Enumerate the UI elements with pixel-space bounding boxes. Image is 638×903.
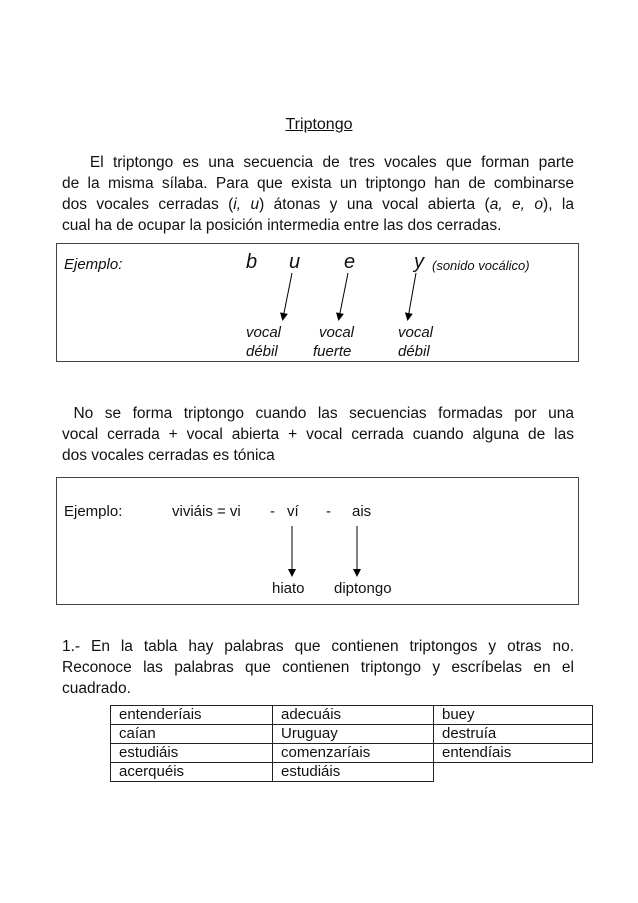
page-title: Triptongo bbox=[285, 116, 353, 133]
arrow-u bbox=[283, 273, 292, 318]
table-cell: buey bbox=[434, 706, 593, 725]
example-label: Ejemplo: bbox=[64, 256, 123, 273]
vowel-label-weak-2: vocal débil bbox=[398, 324, 434, 360]
table-row bbox=[111, 706, 593, 725]
table-cell: caían bbox=[111, 725, 273, 744]
arrow-e bbox=[339, 273, 348, 318]
table-cell: estudiáis bbox=[273, 763, 434, 782]
exercise-paragraph bbox=[62, 636, 574, 699]
vowel-label-strong: vocal fuerte bbox=[313, 324, 355, 360]
intro-line: El triptongo es una secuencia de tres vocales que forman parte bbox=[62, 154, 574, 171]
letter-b: b bbox=[246, 251, 258, 273]
syllable-ais: ais bbox=[352, 503, 372, 520]
table-cell: comenzaríais bbox=[273, 744, 434, 763]
table-cell: Uruguay bbox=[273, 725, 434, 744]
intro-line: dos vocales cerradas (i, u) átonas y una vocal abierta (a, e, o), la bbox=[62, 196, 574, 213]
arrow-y bbox=[408, 273, 416, 318]
exercise-line: cuadrado. bbox=[62, 680, 131, 697]
intro-line: de la misma sílaba. Para que exista un triptongo han de combinarse bbox=[62, 175, 574, 192]
diptongo-label: diptongo bbox=[334, 580, 392, 597]
hiato-label: hiato bbox=[272, 580, 305, 597]
table-row bbox=[111, 763, 593, 782]
letter-e: e bbox=[344, 251, 356, 273]
table-cell: destruía bbox=[434, 725, 593, 744]
example-label: Ejemplo: bbox=[64, 503, 123, 520]
table-cell: estudiáis bbox=[111, 744, 273, 763]
rule-line: vocal cerrada + vocal abierta + vocal cerrada cuando alguna de las bbox=[62, 426, 574, 443]
exercise-line: Reconoce las palabras que contienen triptongo y escríbelas en el bbox=[62, 659, 574, 676]
example-word: viviáis = vi bbox=[172, 503, 241, 520]
table-cell: adecuáis bbox=[273, 706, 434, 725]
syllable-dash: - bbox=[326, 503, 331, 520]
intro-line: cual ha de ocupar la posición intermedia entre las dos cerradas. bbox=[62, 217, 502, 234]
word-table bbox=[110, 705, 593, 782]
rule-line: No se forma triptongo cuando las secuencias formadas por una bbox=[62, 405, 574, 422]
table-row bbox=[111, 744, 593, 763]
syllable-vi: ví bbox=[287, 503, 299, 520]
vocalic-sound-note: (sonido vocálico) bbox=[432, 258, 530, 273]
table-cell: acerquéis bbox=[111, 763, 273, 782]
table-cell: entenderíais bbox=[111, 706, 273, 725]
rule-line: dos vocales cerradas es tónica bbox=[62, 447, 275, 464]
table-row bbox=[111, 725, 593, 744]
vowel-label-weak-1: vocal débil bbox=[246, 324, 282, 360]
table-cell: entendíais bbox=[434, 744, 593, 763]
syllable-dash: - bbox=[270, 503, 275, 520]
table-cell-empty bbox=[434, 763, 593, 782]
letter-y: y bbox=[414, 251, 424, 273]
letter-u: u bbox=[289, 251, 301, 273]
exercise-line: 1.- En la tabla hay palabras que contienen triptongos y otras no. bbox=[62, 638, 574, 655]
